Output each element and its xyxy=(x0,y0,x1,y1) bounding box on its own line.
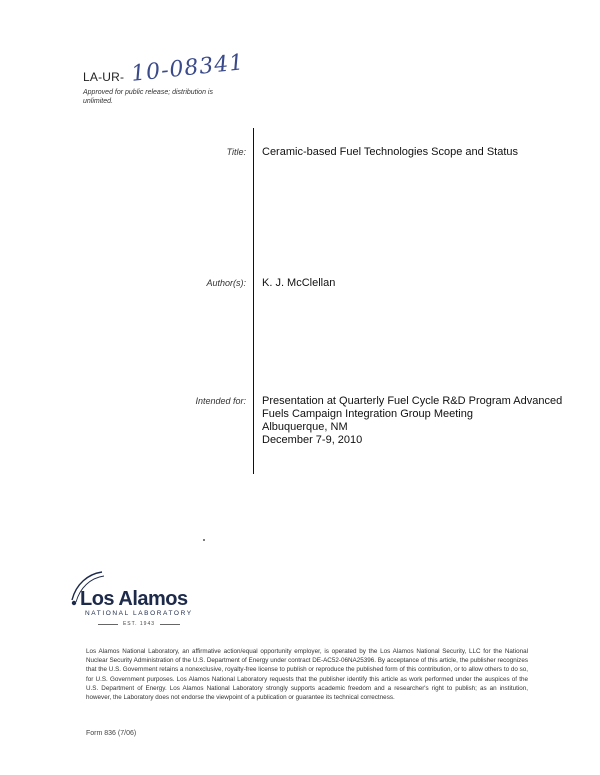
author-value: K. J. McClellan xyxy=(262,277,336,289)
title-label: Title: xyxy=(226,147,246,157)
stray-mark xyxy=(203,539,205,541)
author-label: Author(s): xyxy=(206,278,246,288)
report-number: LA-UR- xyxy=(83,70,125,84)
release-note: Approved for public release; distribution is unlimited. xyxy=(83,89,213,105)
logo-name: Los Alamos xyxy=(80,588,188,610)
lanl-logo xyxy=(66,566,196,632)
intended-line: Albuquerque, NM xyxy=(262,421,348,433)
intended-label: Intended for: xyxy=(195,396,246,406)
intended-value xyxy=(262,395,582,447)
logo-established: EST. 1943 xyxy=(94,621,184,627)
intended-line: Fuels Campaign Integration Group Meeting xyxy=(262,408,473,420)
vertical-divider xyxy=(253,128,254,474)
form-number: Form 836 (7/06) xyxy=(86,730,137,737)
logo-subtitle: NATIONAL LABORATORY xyxy=(85,610,193,617)
intended-line: December 7-9, 2010 xyxy=(262,434,363,446)
title-value: Ceramic-based Fuel Technologies Scope and Status xyxy=(262,146,519,158)
report-number-handwritten: 10-08341 xyxy=(130,50,246,87)
intended-line: Presentation at Quarterly Fuel Cycle R&D Program Advanced xyxy=(262,395,563,407)
disclaimer-text: Los Alamos National Laboratory, an affirmative action/equal opportunity employer, is operated by the Los Alamos National Security, LLC for the National Nuclear Security Administration of the U.S. Department of Energy under contract DE-AC52-06NA25396. By acceptance of this article, the publisher recognizes that the U.S. Government retains a nonexclusive, royalty-free license to publish or reproduce the published form of this contribution, or to allow others to do so, for U.S. Government purposes. Los Alamos National Laboratory requests that the publisher identify this article as work performed under the auspices of the U.S. Department of Energy. Los Alamos National Laboratory strongly supports academic freedom and a researcher's right to publish; as an institution, however, the Laboratory does not endorse the viewpoint of a publication or guarantee its technical correctness. xyxy=(86,648,528,702)
